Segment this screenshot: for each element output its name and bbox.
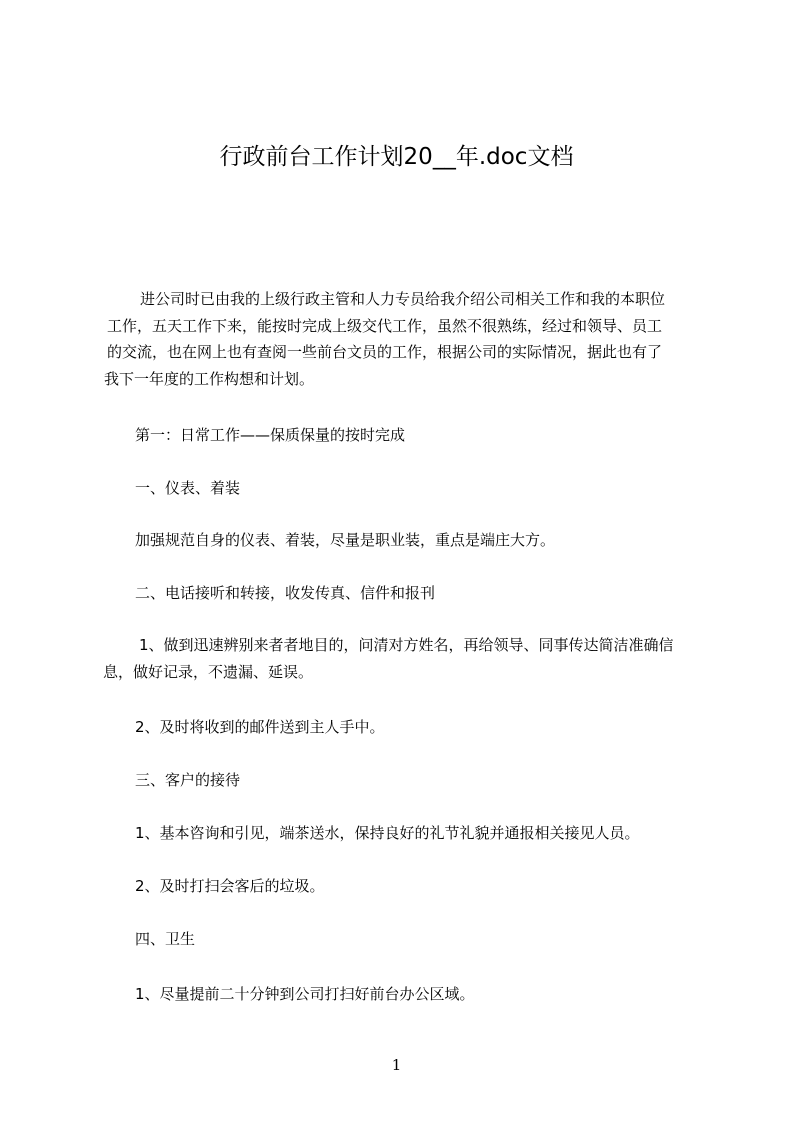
intro-line: 进公司时已由我的上级行政主管和人力专员给我介绍公司相关工作和我的本职位: [140, 290, 666, 308]
intro-line: 的交流，也在网上也有查阅一些前台文员的工作，根据公司的实际情况，据此也有了: [107, 343, 663, 361]
section3-heading: 三、客户的接待: [135, 771, 241, 789]
part-one-heading: 第一：日常工作——保质保量的按时完成: [135, 426, 406, 444]
intro-line: 我下一年度的工作构想和计划。: [104, 369, 315, 388]
section1-heading: 一、仪表、着装: [135, 479, 241, 497]
document-title: 行政前台工作计划20__年.doc文档: [219, 144, 574, 170]
section2-heading: 二、电话接听和转接，收发传真、信件和报刊: [135, 584, 436, 602]
page-number: 1: [391, 1056, 402, 1074]
section3-item2: 2、及时打扫会客后的垃圾。: [135, 877, 325, 895]
section2-item1-line: 息，做好记录，不遗漏、延误。: [103, 662, 314, 681]
section4-item1: 1、尽量提前二十分钟到公司打扫好前台办公区域。: [135, 985, 475, 1003]
section1-item: 加强规范自身的仪表、着装，尽量是职业装，重点是端庄大方。: [135, 531, 556, 549]
section3-item1: 1、基本咨询和引见，端茶送水，保持良好的礼节礼貌并通报相关接见人员。: [135, 824, 640, 842]
section4-heading: 四、卫生: [135, 930, 196, 948]
section2-item1-line: 1、做到迅速辨别来者者地目的，问清对方姓名，再给领导、同事传达简洁准确信: [139, 636, 674, 654]
intro-line: 工作，五天工作下来，能按时完成上级交代工作，虽然不很熟练，经过和领导、员工: [107, 316, 663, 335]
section2-item1: [103, 632, 717, 685]
section2-item2: 2、及时将收到的邮件送到主人手中。: [135, 718, 385, 736]
intro-paragraph: [104, 286, 716, 392]
